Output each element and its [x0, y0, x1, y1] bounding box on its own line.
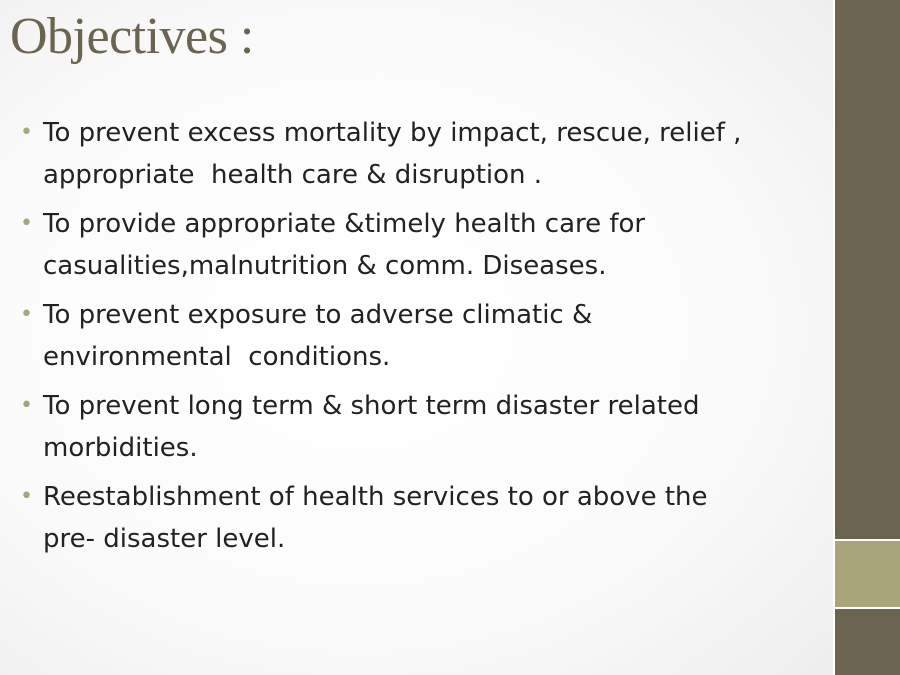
bullet-line: To prevent excess mortality by impact, rescue, relief , — [43, 118, 742, 148]
objectives-list — [20, 112, 820, 567]
bullet-line: To prevent exposure to adverse climatic & — [43, 300, 593, 330]
accent-divider-bottom — [835, 607, 900, 609]
bullet-line: To provide appropriate &timely health care for — [43, 209, 646, 239]
decorative-side-bar — [833, 0, 900, 675]
list-item — [20, 112, 820, 196]
list-item — [20, 476, 820, 560]
bullet-icon: • — [20, 211, 33, 236]
list-item — [20, 294, 820, 378]
slide-title: Objectives : — [10, 8, 254, 65]
bullet-line: To prevent long term & short term disaster related — [43, 391, 700, 421]
bullet-icon: • — [20, 393, 33, 418]
bullet-line: pre- disaster level. — [43, 524, 286, 554]
bullet-line: Reestablishment of health services to or above the — [43, 482, 708, 512]
list-item — [20, 385, 820, 469]
bullet-line: morbidities. — [43, 433, 198, 463]
bullet-line: environmental conditions. — [43, 342, 391, 372]
accent-block — [835, 541, 900, 607]
list-item — [20, 203, 820, 287]
bullet-line: casualities,malnutrition & comm. Diseases. — [43, 251, 607, 281]
bullet-icon: • — [20, 302, 33, 327]
bullet-icon: • — [20, 484, 33, 509]
bullet-line: appropriate health care & disruption . — [43, 160, 543, 190]
bullet-icon: • — [20, 120, 33, 145]
